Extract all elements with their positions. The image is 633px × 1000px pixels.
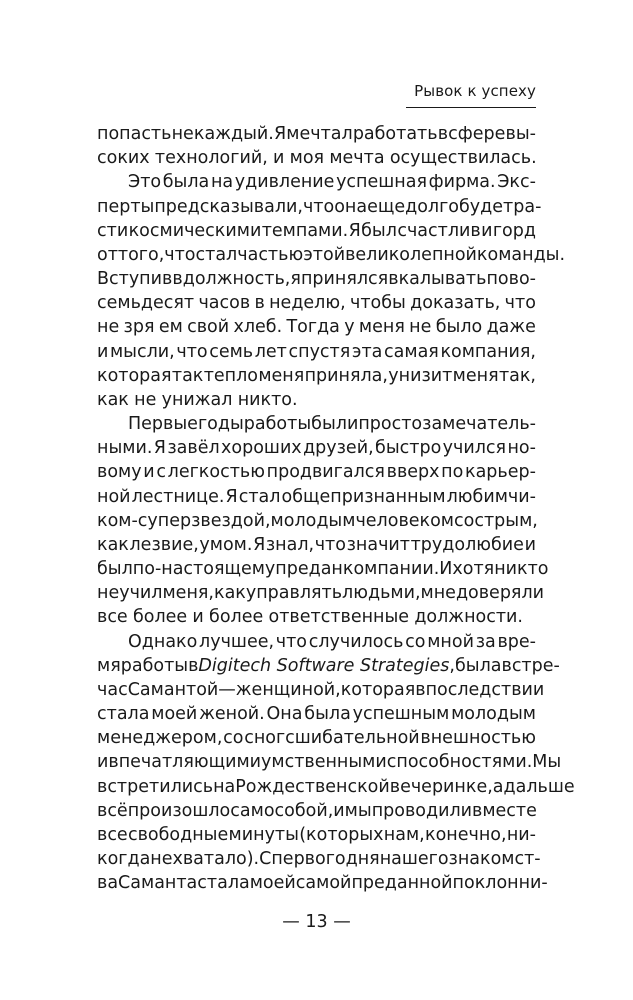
text-line [97, 581, 545, 605]
word: Вступив [97, 269, 173, 290]
word: и [333, 800, 345, 821]
word: Экс- [497, 172, 536, 193]
word: все [97, 607, 128, 628]
text-line [97, 436, 536, 460]
word: должность, [182, 269, 291, 290]
word: И [439, 559, 453, 580]
word: и [192, 607, 204, 628]
word: впоследствии [415, 679, 545, 700]
word: что [164, 244, 196, 265]
word: более [132, 607, 188, 628]
word: лет [254, 341, 287, 362]
word: часов [198, 293, 251, 314]
word: работы [120, 655, 189, 676]
word: не [171, 124, 194, 144]
word: никто. [237, 389, 298, 410]
text-line [97, 460, 536, 484]
word: С [259, 849, 272, 870]
word: соких [97, 148, 150, 169]
word: приняла, [304, 365, 388, 386]
word: попасть [97, 124, 172, 144]
word: Самантой [127, 679, 219, 700]
word: учил [119, 583, 163, 604]
word: вечеринке, [389, 776, 493, 797]
word: работы [243, 414, 312, 435]
running-title: Рывок к успеху [414, 82, 536, 100]
text-line [97, 364, 536, 388]
word: мечтал [286, 124, 353, 144]
word: женой. [199, 704, 265, 725]
word: оттого, [97, 244, 165, 265]
word: по [486, 269, 509, 290]
text-line [97, 267, 536, 291]
word: хороших [221, 438, 302, 459]
word: как [97, 389, 129, 410]
word: Саманта [118, 873, 198, 894]
word: друзей, [303, 438, 374, 459]
word: фирма. [428, 172, 496, 193]
word: семьдесят [97, 293, 195, 314]
word: острым, [463, 510, 538, 531]
word: была [162, 172, 210, 193]
word: по-настоящему [132, 559, 276, 580]
word: моя [289, 148, 325, 169]
word: проводили [371, 800, 473, 821]
word: встре- [501, 655, 560, 676]
word: умом. [199, 534, 253, 555]
word: команды. [476, 244, 566, 265]
text-line [97, 170, 536, 194]
text-line [97, 219, 536, 243]
text-line [97, 871, 548, 895]
text-line [97, 195, 542, 219]
word: Тогда [286, 317, 340, 338]
word: собой, [274, 800, 334, 821]
word: преданной [351, 873, 453, 894]
body-text [97, 122, 575, 896]
text-line [97, 654, 560, 678]
word: унизит [388, 365, 453, 386]
text-line [97, 678, 545, 702]
word: были [311, 414, 359, 435]
word: произошло [127, 800, 231, 821]
word: знакомст- [448, 849, 541, 870]
word: во- [508, 269, 536, 290]
word: в [188, 655, 199, 676]
word: моей [151, 704, 198, 725]
word: карьер- [465, 462, 536, 483]
word: вы- [505, 124, 536, 144]
text-line [97, 412, 536, 436]
text-line [97, 557, 549, 581]
word: первого [271, 849, 346, 870]
word: замечатель- [422, 414, 536, 435]
text-line [97, 775, 575, 799]
word: чтобы [349, 293, 406, 314]
word: у [344, 317, 355, 338]
word: Первые [128, 414, 198, 435]
word: каждый. [193, 124, 274, 144]
word: семь [209, 341, 254, 362]
word: нам, [383, 824, 425, 845]
word: не [97, 317, 120, 338]
word: по [441, 462, 464, 483]
word: внешностью [420, 728, 536, 749]
word: любимчи- [446, 486, 536, 507]
word: Я [348, 220, 361, 241]
word: зря [123, 317, 155, 338]
word: с [156, 462, 166, 483]
word: унижал [161, 389, 233, 410]
page-number: — 13 — [282, 912, 351, 932]
word: я [290, 269, 301, 290]
word: никто [494, 559, 549, 580]
word: но- [507, 438, 536, 459]
word: космическими [128, 220, 262, 241]
word: нашего [379, 849, 449, 870]
text-line [97, 702, 536, 726]
word: в [172, 269, 183, 290]
word: знал, [265, 534, 315, 555]
text-line [97, 315, 536, 339]
word: Я [273, 124, 287, 144]
word: Я [225, 486, 238, 507]
word: хлеб. [233, 317, 283, 338]
word: в [254, 293, 265, 314]
word: конечно, [425, 824, 507, 845]
word: и [524, 534, 536, 555]
word: успешная [336, 172, 427, 193]
word: лучшее, [199, 631, 275, 652]
word: мне [420, 583, 456, 604]
word: само [230, 800, 275, 821]
word: предсказывали, [154, 196, 303, 217]
word: удивление [234, 172, 335, 193]
word: легкостью [167, 462, 265, 483]
word: еще [367, 196, 406, 217]
word: вкалывать [388, 269, 487, 290]
word: стала [97, 704, 150, 725]
word: эта [351, 341, 383, 362]
word: мной [427, 631, 474, 652]
word: людьми, [342, 583, 421, 604]
word: ча [97, 679, 119, 700]
word: общепризнанным [281, 486, 446, 507]
word: Она [266, 704, 303, 725]
text-line [97, 340, 536, 364]
word: частью [237, 244, 304, 265]
word: лестнице. [131, 486, 225, 507]
word: мя [97, 655, 121, 676]
word: учился [442, 438, 507, 459]
word: Рождественской [235, 776, 390, 797]
word: минуты [228, 824, 299, 845]
word: с [454, 510, 464, 531]
word: была [304, 704, 351, 725]
word: этой [303, 244, 346, 265]
word: и [97, 752, 109, 773]
word: свой [187, 317, 230, 338]
word: тепло [203, 365, 258, 386]
word: и [273, 148, 285, 169]
word: способностями. [386, 752, 533, 773]
company-name-group [198, 654, 455, 678]
word: что [302, 196, 335, 217]
header-rule [406, 107, 536, 108]
word: даже [486, 317, 536, 338]
word: более [209, 607, 264, 628]
word: свободные [127, 824, 229, 845]
word: не [134, 389, 157, 410]
word: и [481, 220, 493, 241]
word: перты [97, 196, 155, 217]
word: все [97, 824, 128, 845]
word: лезвие, [129, 534, 199, 555]
word: Я [153, 438, 166, 459]
word: моей [249, 873, 296, 894]
word: продвигался [266, 462, 385, 483]
word: сногсшибательной [244, 728, 420, 749]
word: ответственные [268, 607, 410, 628]
word: неделю, [269, 293, 346, 314]
word: за [475, 631, 496, 652]
text-line [97, 847, 541, 871]
word: стала [197, 873, 250, 894]
word: на [210, 172, 234, 193]
word: Однако [128, 631, 198, 652]
word: была [454, 655, 502, 676]
text-line [97, 533, 536, 557]
word: случилось [308, 631, 404, 652]
word: темпами. [261, 220, 349, 241]
word: самой [295, 873, 352, 894]
word: ком-суперзвездой, [97, 510, 271, 531]
word: был [361, 220, 397, 241]
word: всё [97, 800, 128, 821]
word: доказать, [410, 293, 501, 314]
text-line [97, 243, 566, 267]
word: вместе [472, 800, 537, 821]
word: меня [358, 317, 405, 338]
word: ем [158, 317, 183, 338]
word: молодым [270, 510, 356, 531]
text-line [97, 726, 536, 750]
word: а [492, 776, 504, 797]
word: впечатляющими [108, 752, 262, 773]
word: самая [384, 341, 439, 362]
text-line [97, 605, 536, 629]
text-line [97, 823, 536, 847]
word: стал [195, 244, 238, 265]
word: когда [97, 849, 151, 870]
word: мы [344, 800, 372, 821]
word: вому [97, 462, 142, 483]
word: с [118, 679, 128, 700]
word: дальше [503, 776, 575, 797]
word: менеджером, [97, 728, 223, 749]
text-line [97, 485, 536, 509]
word: как [97, 534, 129, 555]
word: что [314, 534, 346, 555]
word: трудолюбие [410, 534, 524, 555]
word: и [97, 341, 109, 362]
word: не [409, 317, 432, 338]
word: со [405, 631, 426, 652]
word: ной [97, 486, 131, 507]
word: вверх [386, 462, 440, 483]
word: — [218, 679, 236, 700]
word: со [223, 728, 244, 749]
word: долго [405, 196, 460, 217]
word: спустя [288, 341, 351, 362]
word: не [97, 583, 120, 604]
word: поклонни- [452, 873, 548, 894]
word: стал [238, 486, 281, 507]
word: мысли, [109, 341, 175, 362]
word: счастлив [397, 220, 481, 241]
text-line [97, 750, 562, 774]
word: встретились [97, 776, 214, 797]
word: управлять [245, 583, 343, 604]
word: будет [459, 196, 514, 217]
word: работать [352, 124, 438, 144]
word: умственными [261, 752, 387, 773]
word: успешным [352, 704, 450, 725]
text-line [97, 799, 536, 823]
word: ными. [97, 438, 153, 459]
word: вре- [497, 631, 536, 652]
word: что [504, 293, 536, 314]
word: как [214, 583, 246, 604]
word: ни- [506, 824, 536, 845]
word: Я [253, 534, 266, 555]
word: в [437, 124, 449, 144]
text-line [97, 122, 536, 146]
word: человеком [355, 510, 455, 531]
word: просто [358, 414, 423, 435]
word: компания, [440, 341, 536, 362]
word: Мы [532, 752, 562, 773]
company-name: Digitech Software Strategies [198, 655, 450, 676]
word: меня [452, 365, 499, 386]
word: дня [345, 849, 380, 870]
word: должности. [414, 607, 523, 628]
word: горд [492, 220, 536, 241]
word: сфере [448, 124, 506, 144]
word: она [334, 196, 368, 217]
word: не [150, 849, 173, 870]
text-line [97, 509, 536, 533]
word: осуществилась. [389, 148, 537, 169]
text-line [97, 291, 536, 315]
word: (которых [299, 824, 384, 845]
word: так [171, 365, 204, 386]
word: которая [340, 679, 416, 700]
word: быстро [375, 438, 442, 459]
word: , [449, 655, 455, 676]
word: что [275, 631, 308, 652]
word: и [143, 462, 155, 483]
word: компании. [342, 559, 440, 580]
word: на [213, 776, 236, 797]
word: Это [128, 172, 162, 193]
word: был [97, 559, 133, 580]
word: великолепной [345, 244, 477, 265]
word: так, [498, 365, 536, 386]
word: ва [97, 873, 119, 894]
word: годы [197, 414, 244, 435]
word: технологий, [154, 148, 268, 169]
word: меня, [162, 583, 214, 604]
text-line [97, 388, 536, 412]
word: доверяли [455, 583, 545, 604]
word: хотя [452, 559, 495, 580]
word: хватало). [172, 849, 260, 870]
word: что [176, 341, 208, 362]
word: было [435, 317, 483, 338]
word: которая [97, 365, 172, 386]
word: молодым [451, 704, 536, 725]
word: принялся [300, 269, 389, 290]
word: меня [258, 365, 305, 386]
word: сти [97, 220, 129, 241]
word: женщиной, [235, 679, 341, 700]
word: завёл [167, 438, 220, 459]
word: предан [275, 559, 343, 580]
text-line [97, 630, 536, 654]
text-line [97, 146, 536, 170]
word: ра- [513, 196, 542, 217]
word: мечта [329, 148, 385, 169]
word: значит [346, 534, 410, 555]
